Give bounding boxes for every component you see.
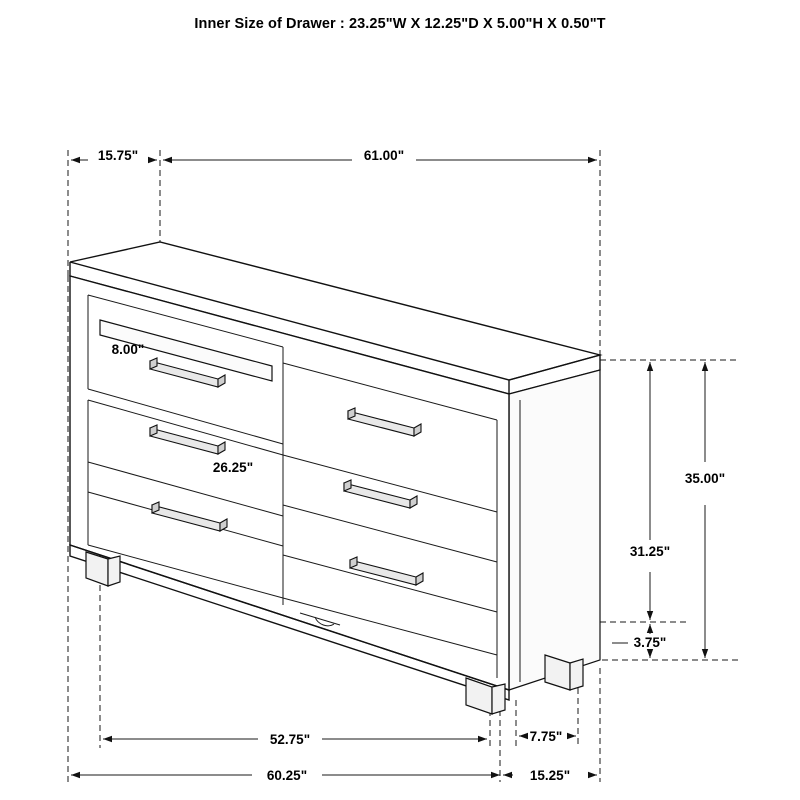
arrow-width-right [588, 157, 597, 163]
arrow-depth2-left [503, 772, 512, 778]
label-drawer-width: 26.25" [212, 460, 254, 475]
label-base-width: 52.75" [269, 732, 311, 747]
arrow-base-right [478, 736, 487, 742]
leg-front-right-side [492, 684, 505, 714]
arrow-depth-right [148, 157, 157, 163]
arrow-depth2-right [588, 772, 597, 778]
label-drawer-height: 8.00" [111, 342, 145, 357]
arrow-overall-right [491, 772, 500, 778]
arrow-side-right [567, 733, 576, 739]
arrow-overall-left [71, 772, 80, 778]
label-overall-width: 60.25" [266, 768, 308, 783]
arrow-total-height-bottom [702, 649, 708, 658]
arrow-leg-bottom [647, 649, 653, 658]
arrow-case-height-bottom [647, 611, 653, 620]
label-depth-top: 15.75" [97, 148, 139, 163]
label-leg-height: 3.75" [633, 635, 667, 650]
arrow-side-left [519, 733, 528, 739]
leg-front-left-side [108, 556, 120, 586]
arrow-depth-left [71, 157, 80, 163]
label-width-top: 61.00" [363, 148, 405, 163]
page-title: Inner Size of Drawer : 23.25"W X 12.25"D X 5.00"H X 0.50"T [194, 16, 606, 32]
arrow-width-left [163, 157, 172, 163]
leg-back-right-side [570, 659, 583, 690]
label-total-height: 35.00" [684, 471, 726, 486]
arrow-case-height-top [647, 362, 653, 371]
label-side-depth: 7.75" [529, 729, 563, 744]
arrow-leg-top [647, 624, 653, 633]
label-overall-depth: 15.25" [529, 768, 571, 783]
right-side-panel [509, 370, 600, 690]
arrow-total-height-top [702, 362, 708, 371]
arrow-base-left [103, 736, 112, 742]
dresser-illustration [70, 242, 600, 714]
label-case-height: 31.25" [629, 544, 671, 559]
